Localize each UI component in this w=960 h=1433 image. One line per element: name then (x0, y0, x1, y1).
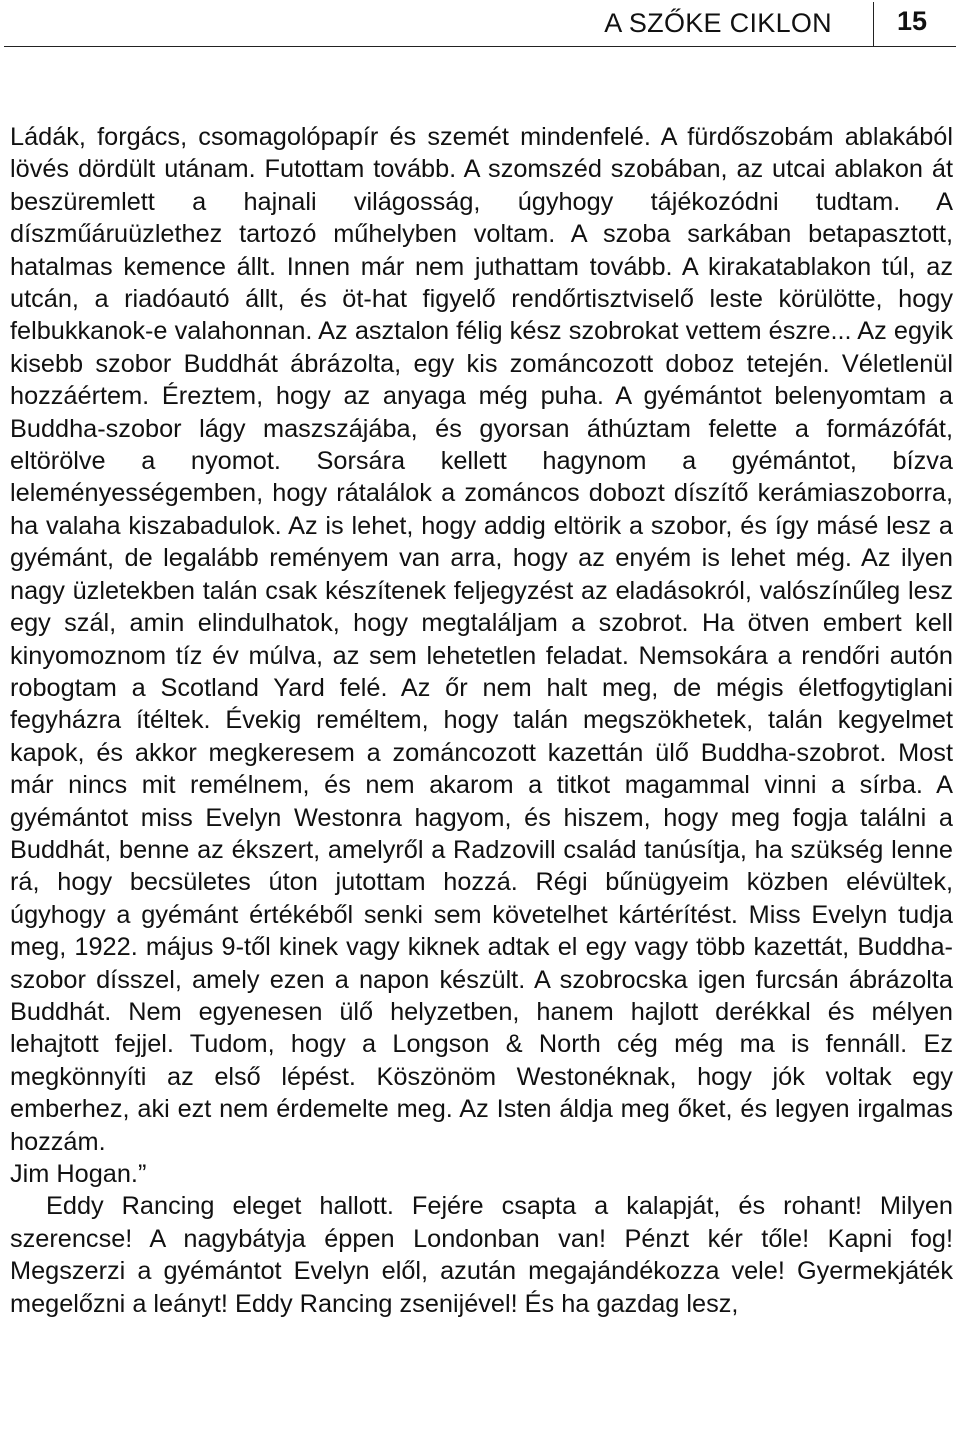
page-body (10, 121, 953, 1320)
letter-paragraph: Ládák, forgács, csomagolópapír és szemét mindenfelé. A fürdőszobám ablakából lövés dördült utánam. Futottam tovább. A szomszéd szobában, az utcai ablakon át beszüremlett a hajnali világosság, úgyhogy tájékozódni tudtam. A díszműáruüzlethez tartozó műhelyben voltam. A szoba sarkában betapasztott, hatalmas kemence állt. Innen már nem juthattam tovább. A kirakatablakon túl, az utcán, a riadóautó állt, és öt-hat figyelő rendőrtisztviselő leste körülötte, hogy felbukkanok-e valahonnan. Az asztalon félig kész szobrokat vettem észre... Az egyik kisebb szobor Buddhát ábrázolta, egy kis zománcozott doboz tetején. Véletlenül hozzáértem. Éreztem, hogy az anyaga még puha. A gyémántot belenyomtam a Buddha-szobor lágy maszszájába, és gyorsan áthúztam felette a formázófát, eltörölve a nyomot. Sorsára kellett hagynom a gyémántot, bízva leleményességemben, hogy rátalálok a zománcos dobozt díszítő kerámiaszoborra, ha valaha kiszabadulok. Az is lehet, hogy addig eltörik a szobor, és így másé lesz a gyémánt, de legalább reményem van arra, hogy az enyém is lehet még. Az ilyen nagy üzletekben talán csak készítenek feljegyzést az eladásokról, valószínűleg lesz egy szál, amin elindulhatok, hogy megtaláljam a szobrot. Ha ötven embert kell kinyomoznom tíz év múlva, az sem lehetetlen feladat. Nemsokára a rendőri autón robogtam a Scotland Yard felé. Az őr nem halt meg, de mégis életfogytiglani fegyházra ítéltek. Évekig reméltem, hogy talán megszökhetek, talán kegyelmet kapok, és akkor megkeresem a zománcozott kazettán ülő Buddha-szobrot. Most már nincs mit remélnem, és nem akarom a titkot magammal vinni a sírba. A gyémántot miss Evelyn Westonra hagyom, és hiszem, hogy meg fogja találni a Buddhát, benne az ékszert, amelyről a Radzovill család tanúsítja, ha szükség lenne rá, hogy becsületes úton jutottam hozzá. Régi bűnügyeim közben elévültek, úgyhogy a gyémánt értékéből senki sem követelhet kártérítést. Miss Evelyn tudja meg, 1922. május 9-től kinek vagy kiknek adtak el egy vagy több kazettát, Buddha-szobor dísszel, amely ezen a napon készült. A szobrocska igen furcsán ábrázolta Buddhát. Nem egyenesen ülő helyzetben, hanem hajlott derékkal és mélyen lehajtott fejjel. Tudom, hogy a Longson & North cég még ma is fennáll. Ez megkönnyíti az első lépést. Köszönöm Westonéknak, hogy jók voltak egy emberhez, aki ezt nem érdemelte meg. Az Isten áldja meg őket, és legyen irgalmas hozzám. (10, 123, 953, 1156)
signature: Jim Hogan.” (10, 1160, 147, 1188)
page-number: 15 (897, 6, 928, 36)
narrative-paragraph: Eddy Rancing eleget hallott. Fejére csapta a kalapját, és rohant! Milyen szerencse! A nagybátyja éppen Londonban van! Pénzt kér tőle! Kapni fog! Megszerzi a gyémántot Evelyn elől, azután megajándékozza vele! Gyermekjáték megelőzni a leányt! Eddy Rancing zsenijével! És ha gazdag lesz, (10, 1192, 953, 1318)
running-header (0, 0, 960, 46)
header-rule (4, 46, 956, 47)
header-divider (873, 2, 874, 46)
running-title: A SZŐKE CIKLON (604, 8, 832, 38)
